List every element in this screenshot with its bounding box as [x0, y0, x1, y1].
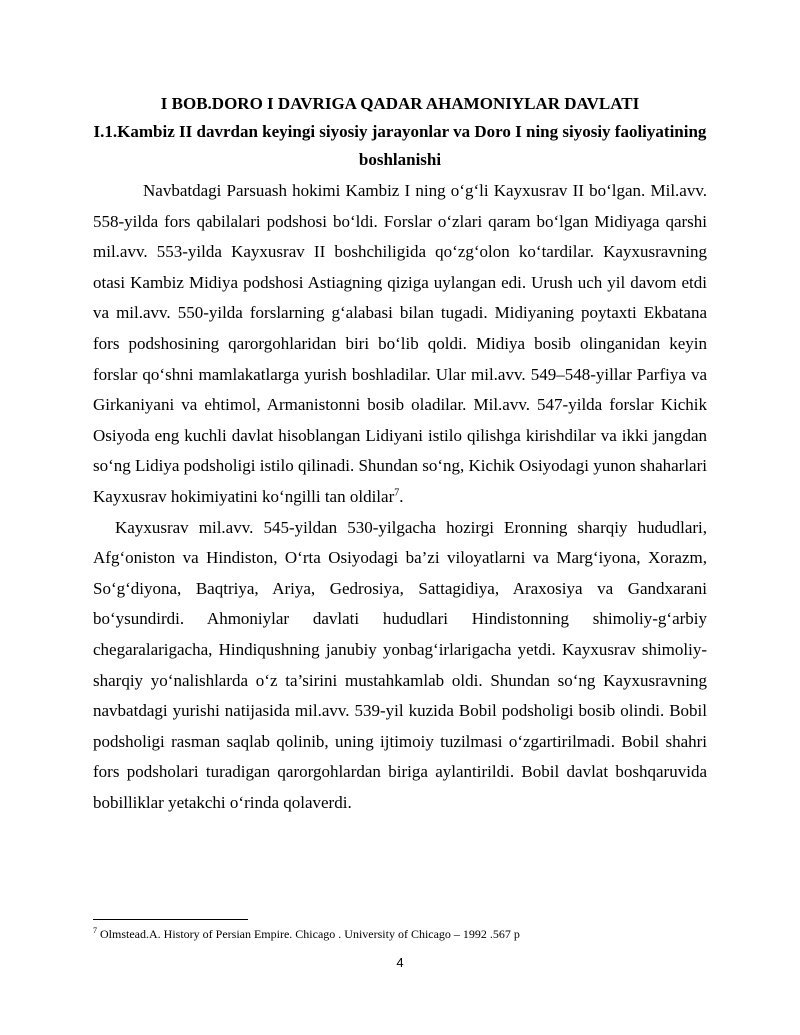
chapter-heading: I BOB.DORO I DAVRIGA QADAR AHAMONIYLAR DAVLATI — [160, 94, 640, 113]
paragraph-1 — [93, 176, 707, 513]
footnote — [93, 924, 520, 941]
footnote-divider — [93, 919, 248, 920]
footnote-reference[interactable]: 7 — [394, 487, 400, 499]
paragraph-2: Kayxusrav mil.avv. 545-yildan 530-yilgacha hozirgi Eronning sharqiy hududlari, Afg‘oniston va Hindiston, O‘rta Osiyodagi ba’zi viloyatlarni va Marg‘iyona, Xorazm, So‘g‘diyona, Baqtriya, Ariya, Gedrosiya, Sattagidiya, Araxosiya va Gandxarani bo‘ysundirdi. Ahmoniylar davlati hududlari Hindistonning shimoliy-g‘arbiy chegaralarigacha, Hindiqushning janubiy yonbag‘irlarigacha yetdi. Kayxusrav shimoliy-sharqiy yo‘nalishlarda o‘z ta’sirini mustahkamlab oldi. Shundan so‘ng Kayxusravning navbatdagi yurishi natijasida mil.avv. 539-yil kuzida Bobil podsholigi bosib olindi. Bobil podsholigi rasman saqlab qolinib, uning ijtimoiy tuzilmasi o‘zgartirilmadi. Bobil shahri fors podsholari turadigan qarorgohlardan biriga aylantirildi. Bobil davlat boshqaruvida bobilliklar yetakchi o‘rinda qolaverdi. — [93, 517, 707, 812]
section-heading: I.1.Kambiz II davrdan keyingi siyosiy jarayonlar va Doro I ning siyosiy faoliyatining boshlanishi — [93, 122, 707, 169]
document-body — [93, 90, 707, 818]
footnote-text: Olmstead.A. History of Persian Empire. Chicago . University of Chicago – 1992 .567 p — [97, 927, 520, 941]
paragraph-1-end: . — [399, 486, 404, 506]
page-number: 4 — [396, 955, 404, 970]
footnote-number: 7 — [93, 926, 97, 935]
paragraph-1-text: Navbatdagi Parsuash hokimi Kambiz I ning o‘g‘li Kayxusrav II bo‘lgan. Mil.avv. 558-yilda fors qabilalari podshosi bo‘ldi. Forslar o‘zlari qaram bo‘lgan Midiyaga qarshi mil.avv. 553-yilda Kayxusrav II boshchiligida qo‘zg‘olon ko‘tardilar. Kayxusravning otasi Kambiz Midiya podshosi Astiagning qiziga uylangan edi. Urush uch yil davom etdi va mil.avv. 550-yilda forslarning g‘alabasi bilan tugadi. Midiyaning poytaxti Ekbatana fors podshosining qarorgohlaridan biri bo‘lib qoldi. Midiya bosib olinganidan keyin forslar qo‘shni mamlakatlarga yurish boshladilar. Ular mil.avv. 549–548-yillar Parfiya va Girkaniyani va ehtimol, Armanistonni bosib oladilar. Mil.avv. 547-yilda forslar Kichik Osiyoda eng kuchli davlat hisoblangan Lidiyani istilo qilishga kirishdilar va ikki jangdan so‘ng Lidiya podsholigi istilo qilinadi. Shundan so‘ng, Kichik Osiyodagi yunon shaharlari Kayxusrav hokimiyatini ko‘ngilli tan oldilar — [93, 181, 707, 506]
